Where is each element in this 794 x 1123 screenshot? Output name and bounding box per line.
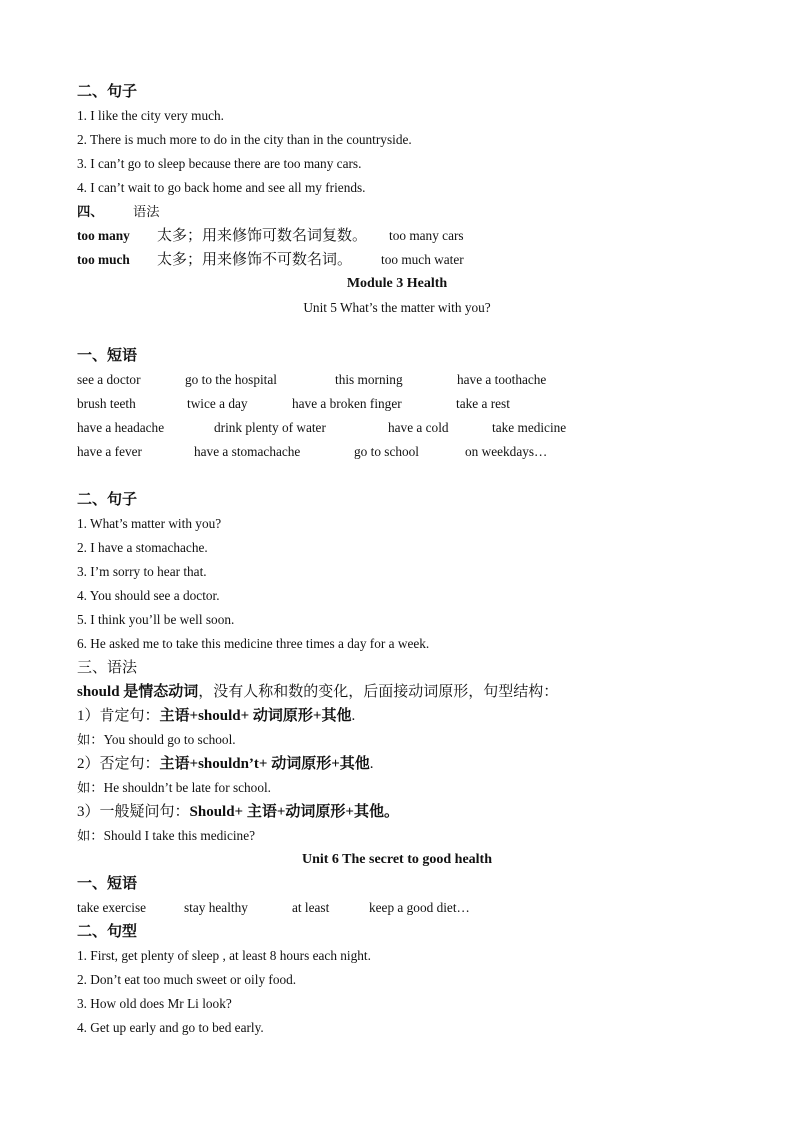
sentence-item: 4. You should see a doctor. <box>77 588 220 603</box>
phrase-row <box>77 440 717 464</box>
grammar-intro-rest: ，没有人称和数的变化，后面接动词原形，句型结构： <box>198 684 559 700</box>
sentence-item: 6. He asked me to take this medicine three times a day for a week. <box>77 636 430 651</box>
grammar-intro <box>77 680 717 704</box>
phrase-row <box>77 416 717 440</box>
phrase: take exercise <box>77 900 147 915</box>
sentence-item: 1. What’s matter with you? <box>77 516 222 531</box>
section-heading: 二、句子 <box>77 84 138 100</box>
document-page <box>77 80 717 1040</box>
grammar-example: too many cars <box>389 228 464 243</box>
pattern-label: 1）肯定句： <box>77 708 160 724</box>
grammar-example: 如：You should go to school. <box>77 732 236 747</box>
unit-title: Unit 6 The secret to good health <box>301 852 493 867</box>
module-title: Module 3 Health <box>346 276 448 291</box>
phrase: take a rest <box>456 396 510 411</box>
phrase: keep a good diet… <box>369 900 470 915</box>
sentence-item: 4. Get up early and go to bed early. <box>77 1020 264 1035</box>
phrase: have a broken finger <box>292 396 402 411</box>
sentence-item: 1. First, get plenty of sleep , at least 8 hours each night. <box>77 948 371 963</box>
section-heading: 一、短语 <box>77 348 138 364</box>
sentence-item: 2. Don’t eat too much sweet or oily food. <box>77 972 297 987</box>
phrase: brush teeth <box>77 396 136 411</box>
grammar-row <box>77 224 717 248</box>
grammar-term: too many <box>77 228 130 243</box>
section-heading-grammar <box>77 200 717 224</box>
sentence-item: 4. I can’t wait to go back home and see all my friends. <box>77 180 366 195</box>
pattern-end: . <box>369 756 374 772</box>
phrase: have a cold <box>388 420 449 435</box>
grammar-desc: 太多；用来修饰可数名词复数。 <box>157 228 368 244</box>
phrase: go to the hospital <box>185 372 277 387</box>
phrase: at least <box>292 900 330 915</box>
grammar-pattern <box>77 752 717 776</box>
sentence-item: 3. How old does Mr Li look? <box>77 996 232 1011</box>
section-number: 四、 <box>77 204 104 219</box>
pattern-label: 2）否定句： <box>77 756 160 772</box>
sentence-item: 3. I can’t go to sleep because there are too many cars. <box>77 156 362 171</box>
grammar-term: too much <box>77 252 130 267</box>
phrase: drink plenty of water <box>214 420 326 435</box>
section-heading: 二、句型 <box>77 924 138 940</box>
section-title: 语法 <box>133 204 160 219</box>
sentence-item: 2. I have a stomachache. <box>77 540 208 555</box>
grammar-desc: 太多；用来修饰不可数名词。 <box>157 252 353 268</box>
grammar-intro-bold: should 是情态动词 <box>77 684 199 700</box>
grammar-example: 如：He shouldn’t be late for school. <box>77 780 271 795</box>
pattern-label: 3）一般疑问句： <box>77 804 190 820</box>
grammar-pattern <box>77 800 717 824</box>
phrase-row <box>77 368 717 392</box>
phrase: take medicine <box>492 420 567 435</box>
unit-title: Unit 5 What’s the matter with you? <box>303 300 491 315</box>
pattern-structure: Should+ 主语+动词原形+其他。 <box>189 804 399 820</box>
grammar-pattern <box>77 704 717 728</box>
grammar-row <box>77 248 717 272</box>
phrase: have a toothache <box>457 372 547 387</box>
section-heading: 三、语法 <box>77 660 138 676</box>
phrase: stay healthy <box>184 900 248 915</box>
phrase: go to school <box>354 444 420 459</box>
sentence-item: 5. I think you’ll be well soon. <box>77 612 235 627</box>
sentence-item: 2. There is much more to do in the city than in the countryside. <box>77 132 412 147</box>
phrase-row <box>77 896 717 920</box>
sentence-item: 3. I’m sorry to hear that. <box>77 564 207 579</box>
sentence-item: 1. I like the city very much. <box>77 108 224 123</box>
grammar-example: too much water <box>381 252 464 267</box>
section-heading: 一、短语 <box>77 876 138 892</box>
section-heading: 二、句子 <box>77 492 138 508</box>
phrase: have a fever <box>77 444 142 459</box>
pattern-structure: 主语+shouldn’t+ 动词原形+其他 <box>159 756 370 772</box>
phrase: this morning <box>335 372 403 387</box>
pattern-end: . <box>351 708 356 724</box>
phrase: on weekdays… <box>465 444 548 459</box>
pattern-structure: 主语+should+ 动词原形+其他 <box>159 708 352 724</box>
phrase-row <box>77 392 717 416</box>
phrase: have a stomachache <box>194 444 301 459</box>
phrase: twice a day <box>187 396 248 411</box>
phrase: have a headache <box>77 420 165 435</box>
grammar-example: 如：Should I take this medicine? <box>77 828 255 843</box>
phrase: see a doctor <box>77 372 141 387</box>
